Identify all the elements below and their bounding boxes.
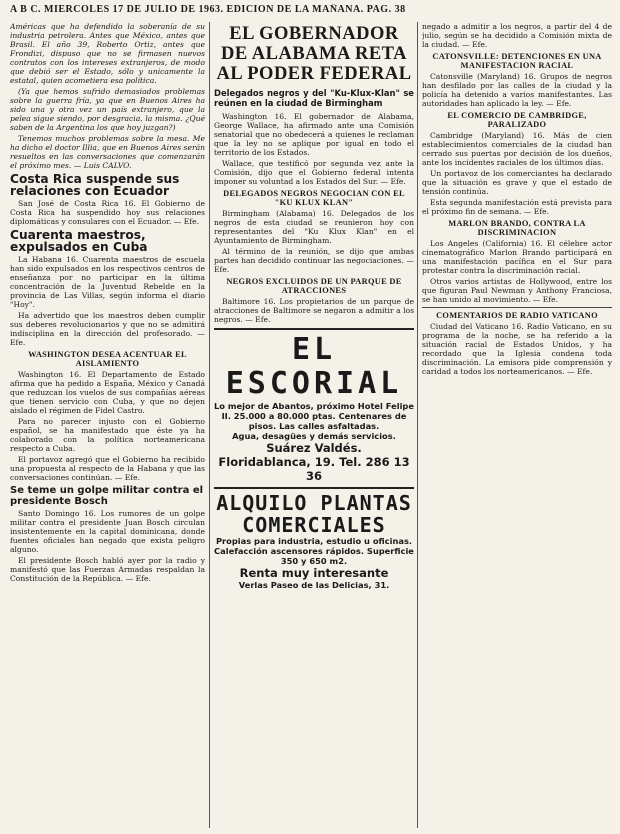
ad-text: Lo mejor de Abantos, próximo Hotel Felipe II. 25.000 a 80.000 ptas. Centenares de pisos. Las calles asfaltadas.	[214, 401, 414, 431]
ad-address: Verlas Paseo de las Delicias, 31.	[238, 580, 390, 590]
headline-cambridge: EL COMERCIO DE CAMBRIDGE, PARALIZADO	[447, 111, 587, 129]
article-paragraph: Los Angeles (California) 16. El célebre actor cinematográfico Marlon Brando participará en una manifestación pacífica en el Sur para protestar contra la discriminación racial.	[422, 239, 612, 275]
headline-catonsville: CATONSVILLE: DETENCIONES EN UNA MANIFESTACION RACIAL	[432, 52, 602, 70]
running-head: A B C. MIERCOLES 17 DE JULIO DE 1963. EDICION DE LA MAÑANA. PAG. 38	[10, 4, 406, 15]
headline-washington: WASHINGTON DESEA ACENTUAR EL AISLAMIENTO	[28, 350, 187, 368]
article-paragraph: Otros varios artistas de Hollywood, entre los que figuran Paul Newman y Anthony Franciosa, se han unido al movimiento. — Efe.	[422, 277, 612, 304]
column-right	[422, 22, 612, 828]
ad-title: ALQUILO PLANTAS COMERCIALES	[216, 491, 412, 537]
article-paragraph: El portavoz agregó que el Gobierno ha recibido una propuesta al respecto de la Habana y que las conversaciones continúan. — Efe.	[10, 455, 205, 482]
divider	[422, 307, 612, 308]
article-paragraph: Tenemos muchos problemas sobre la mesa. Me ha dicho el doctor Illia, que en Buenos Aires serán resueltos en las conversaciones que comenzarán el próximo mes. — Luis CALVO.	[10, 134, 205, 170]
article-paragraph: Birmingham (Alabama) 16. Delegados de los negros de esta ciudad se reunieron hoy con representantes del "Ku Klux Klan" en el Ayuntamiento de Birmingham.	[214, 209, 414, 245]
ad-text: Agua, desagües y demás servicios.	[232, 431, 396, 441]
headline-costa-rica: Costa Rica suspende sus relaciones con Ecuador	[10, 172, 180, 198]
article-paragraph: Santo Domingo 16. Los rumores de un golpe militar contra el presidente Juan Bosch circulan insistentemente en la capital dominicana, donde fuentes oficiales han negado que exista peligro alguno.	[10, 509, 205, 554]
column-rule	[209, 22, 210, 828]
article-paragraph: El presidente Bosch habló ayer por la radio y manifestó que las Fuerzas Armadas respaldan la Constitución de la República. — Efe.	[10, 556, 205, 583]
article-paragraph: Ha advertido que los maestros deben cumplir sus deberes revolucionarios y que no se admitirá indisciplina en la dirección del profesorado. — Efe.	[10, 311, 205, 347]
headline-radio-vaticano: COMENTARIOS DE RADIO VATICANO	[436, 311, 598, 320]
article-paragraph: Baltimore 16. Los propietarios de un parque de atracciones de Baltimore se negaron a admitir a los negros. — Efe.	[214, 297, 414, 324]
column-rule	[417, 22, 418, 828]
article-paragraph: Catonsville (Maryland) 16. Grupos de negros han desfilado por las calles de la ciudad y la policía ha detenido a varios manifestantes. Las autoridades han aplicado la ley. — Efe.	[422, 72, 612, 108]
lead-subheadline: Delegados negros y del "Ku-Klux-Klan" se reúnen en la ciudad de Birmingham	[214, 88, 414, 108]
ad-contact-address: Floridablanca, 19. Tel. 286 13 36	[218, 455, 410, 483]
article-paragraph: Wallace, que testificó por segunda vez ante la Comisión, dijo que el Gobierno federal intenta imponer su voluntad a los Estados del Sur. — Efe.	[214, 159, 414, 186]
column-left	[10, 22, 205, 828]
ad-text: Renta muy interesante	[239, 566, 389, 580]
headline-brando: MARLON BRANDO, CONTRA LA DISCRIMINACION	[448, 219, 586, 237]
advertisement-alquilo	[214, 487, 414, 590]
article-paragraph: Al término de la reunión, se dijo que ambas partes han decidido continuar las negociaciones. — Efe.	[214, 247, 414, 274]
article-paragraph: (Ya que hemos sufrido demasiados problemas sobre la guerra fría, ya que en Buenos Aires ha sido una y otra vez un país extranjero, que la pelea sigue siendo, por desgracia, la misma. ¿Qué saben de la Argentina los que hoy juzgan?)	[10, 87, 205, 132]
ad-contact-name: Suárez Valdés.	[266, 441, 362, 455]
advertisement-el-escorial	[214, 328, 414, 483]
ad-text: Propias para industria, estudio u oficinas. Calefacción ascensores rápidos. Superficie 350 y 650 m2.	[214, 536, 414, 566]
article-paragraph: Washington 16. El gobernador de Alabama, George Wallace, ha afirmado ante una Comisión senatorial que no obedecerá a quienes le reclaman que la ley no se aplique por igual en todo el territorio de los Estados.	[214, 112, 414, 157]
article-paragraph: Cambridge (Maryland) 16. Más de cien establecimientos comerciales de la ciudad han cerrado sus puertas por decisión de los dueños, ante los incidentes raciales de los últimos días.	[422, 131, 612, 167]
article-paragraph: Un portavoz de los comerciantes ha declarado que la situación es grave y que el estado de tensión continúa.	[422, 169, 612, 196]
headline-delegados: DELEGADOS NEGROS NEGOCIAN CON EL "KU KLUX KLAN"	[223, 189, 405, 207]
article-paragraph: Américas que ha defendido la soberanía de su industria petrolera. Antes que México, antes que Brasil. El año 39, Roberto Ortiz, antes que Frondizi, dispuso que no se firmasen nuevos contratos con los intereses extranjeros, de modo que debió ser el Estado, sólo y unicamente la estatal, quien acometiera esa política.	[10, 22, 205, 85]
article-paragraph: Ciudad del Vaticano 16. Radio Vaticano, en su programa de la noche, se ha referido a la situación racial de Estados Unidos, y ha recordado que la Iglesia condena toda discriminación. La emisora pide comprensión y caridad a todos los norteamericanos. — Efe.	[422, 322, 612, 376]
headline-excluidos: NEGROS EXCLUIDOS DE UN PARQUE DE ATRACCIONES	[226, 277, 402, 295]
headline-cuba: Cuarenta maestros, expulsados en Cuba	[10, 228, 148, 254]
ad-title: EL ESCORIAL	[225, 332, 403, 401]
article-paragraph: La Habana 16. Cuarenta maestros de escuela han sido expulsados en los respectivos centros de enseñanza por no participar en la última concentración de la Juventud Rebelde en la provincia de Las Villas, según informa el diario "Hoy".	[10, 255, 205, 309]
article-paragraph: Esta segunda manifestación está prevista para el próximo fin de semana. — Efe.	[422, 198, 612, 216]
article-paragraph: negado a admitir a los negros, a partir del 4 de julio, según se ha decidido a Comisión mixta de la ciudad. — Efe.	[422, 22, 612, 49]
article-paragraph: San José de Costa Rica 16. El Gobierno de Costa Rica ha suspendido hoy sus relaciones diplomáticas y consulares con el Ecuador. — Efe.	[10, 199, 205, 226]
article-paragraph: Washington 16. El Departamento de Estado afirma que ha pedido a España, México y Canadá que reduzcan los vuelos de sus compañías aéreas que tienen servicio con Cuba, y que no dejen aislado el régimen de Fidel Castro.	[10, 370, 205, 415]
article-paragraph: Para no parecer injusto con el Gobierno español, se ha manifestado que éste ya ha colaborado con la política norteamericana respecto a Cuba.	[10, 417, 205, 453]
column-center	[214, 22, 414, 828]
lead-headline: EL GOBERNADOR DE ALABAMA RETA AL PODER FEDERAL	[216, 24, 412, 84]
headline-bosch: Se teme un golpe militar contra el presidente Bosch	[10, 485, 204, 507]
